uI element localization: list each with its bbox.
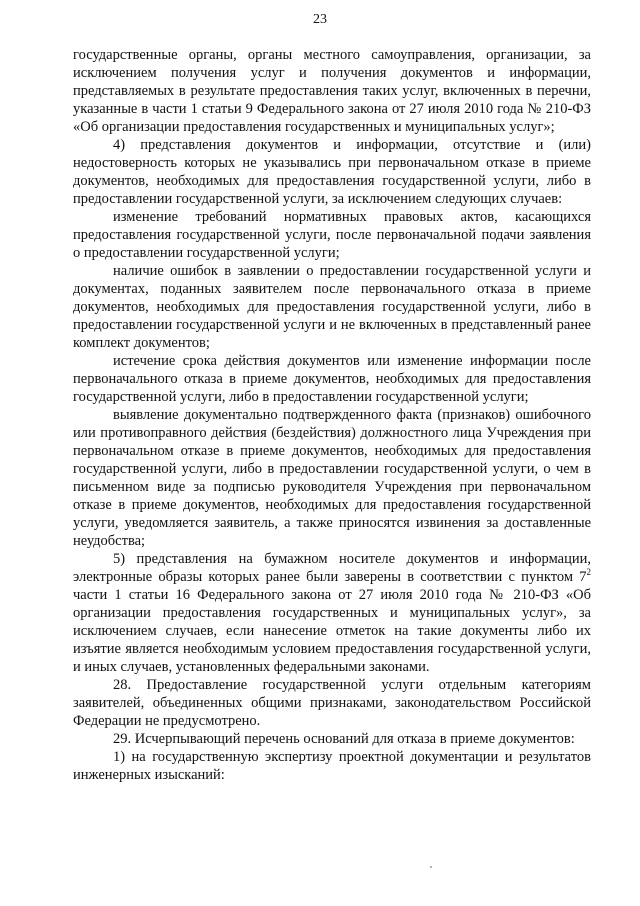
paragraph-item-5 [73,550,591,676]
superscript-2: 2 [586,567,591,578]
page-number: 23 [313,12,327,27]
paragraph-29-item-1: 1) на государственную экспертизу проектной документации и результатов инженерных изысканий: [73,749,591,783]
paragraph-exception-errors: наличие ошибок в заявлении о предоставлении государственной услуги и документах, поданных заявителем после первоначального отказа в приеме документов, необходимых для предоставления государственной услуги, либо в предоставлении государственной услуги и не включенных в представленный ранее комплект документов; [73,263,591,351]
paragraph-item-4: 4) представления документов и информации, отсутствие и (или) недостоверность которых не указывались при первоначальном отказе в приеме документов, необходимых для предоставления государственной услуги, либо в предоставлении государственной услуги, за исключением следующих случаев: [73,137,591,207]
paragraph-continuation: государственные органы, органы местного самоуправления, организации, за исключением получения услуг и получения документов и информации, представляемых в результате предоставления таких услуг, включенных в перечни, указанные в части 1 статьи 9 Федерального закона от 27 июля 2010 года № 210-ФЗ «Об организации предоставления государственных и муниципальных услуг»; [73,47,591,135]
paragraph-exception-requirements: изменение требований нормативных правовых актов, касающихся предоставления государственной услуги, после первоначальной подачи заявления о предоставлении государственной услуги; [73,209,591,261]
paragraph-item-5-start: 5) представления на бумажном носителе документов и информации, электронные образы которых ранее были заверены в соответствии с пунктом 7 [73,551,591,585]
paragraph-exception-fault: выявление документально подтвержденного факта (признаков) ошибочного или противоправного действия (бездействия) должностного лица Учреждения при первоначальном отказе в приеме документов, необходимых для предоставления государственной услуги, либо в предоставлении государственной услуги, о чем в письменном виде за подписью руководителя Учреждения при первоначальном отказе в приеме документов, необходимых для предоставления государственной услуги, уведомляется заявитель, а также приносятся извинения за доставленные неудобства; [73,407,591,549]
scan-speck [430,866,432,868]
paragraph-exception-expiry: истечение срока действия документов или изменение информации после первоначального отказа в приеме документов, необходимых для предоставления государственной услуги, либо в предоставлении государственной услуги; [73,353,591,405]
paragraph-28: 28. Предоставление государственной услуги отдельным категориям заявителей, объединенных общими признаками, законодательством Российской Федерации не предусмотрено. [73,677,591,729]
paragraph-29: 29. Исчерпывающий перечень оснований для отказа в приеме документов: [113,731,575,747]
paragraph-item-5-end: части 1 статьи 16 Федерального закона от 27 июля 2010 года № 210-ФЗ «Об организации предоставления государственных и муниципальных услуг», за исключением случаев, если нанесение отметок на такие документы либо их изъятие является необходимым условием предоставления государственной услуги, и иных случаев, установленных федеральными законами. [73,587,591,675]
document-body [73,46,591,784]
